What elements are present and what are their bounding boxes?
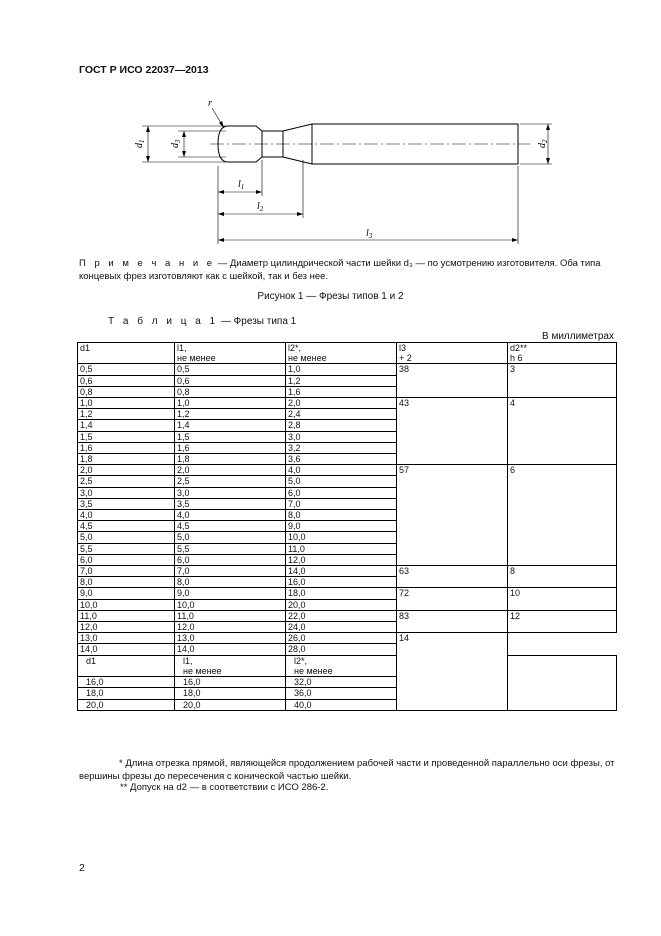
l3-group-cell: 63	[397, 566, 508, 588]
table-cell: 6,0	[286, 487, 397, 498]
table-cell: 4,0	[78, 510, 175, 521]
table-cell: 2,0	[78, 465, 175, 476]
table-cell: 20,0	[78, 699, 175, 710]
table-cell: 12,0	[175, 622, 286, 633]
table-cell: 20,0	[175, 699, 286, 710]
table-cell: 0,5	[78, 364, 175, 375]
table-cell: 1,4	[78, 420, 175, 431]
table-cell: 1,0	[286, 364, 397, 375]
table-cell: 18,0	[78, 688, 175, 699]
table-cell: 28,0	[286, 644, 397, 655]
table-cell: 4,0	[286, 465, 397, 476]
table-cell: 14,0	[286, 566, 397, 577]
table-cell: 11,0	[175, 610, 286, 621]
figure-note	[79, 257, 616, 283]
l3-label: l	[366, 228, 369, 239]
table-cell: 3,6	[286, 454, 397, 465]
table-cell: 0,8	[175, 386, 286, 397]
table-cell: 3,0	[78, 487, 175, 498]
note-prefix: П р и м е ч а н и е	[79, 258, 216, 269]
subheader-l2	[286, 655, 397, 676]
svg-text:l3	[366, 228, 373, 240]
l3-group-cell: 72	[397, 588, 508, 610]
table-row	[78, 633, 617, 644]
table-cell: 18,0	[286, 588, 397, 599]
table-cell: 0,8	[78, 386, 175, 397]
table-cell: 14,0	[78, 644, 175, 655]
table-cell: 9,0	[78, 588, 175, 599]
table-cell: 1,6	[78, 442, 175, 453]
units-note: В миллиметрах	[542, 331, 614, 342]
table-cell: 9,0	[286, 521, 397, 532]
mill-dimensions-table	[77, 342, 617, 711]
page-number: 2	[79, 862, 85, 874]
table-cell: 32,0	[286, 677, 397, 688]
table-cell: 24,0	[286, 622, 397, 633]
d2-group-cell: 8	[508, 566, 617, 588]
d2-group-cell: 12	[508, 610, 617, 632]
l3-group-cell: 38	[397, 364, 508, 398]
d2-group-cell: 6	[508, 465, 617, 566]
l2-label: l	[257, 201, 260, 212]
table-cell: 1,4	[175, 420, 286, 431]
table-cell: 2,0	[175, 465, 286, 476]
table-cell: 1,2	[78, 409, 175, 420]
table-cell: 10,0	[78, 599, 175, 610]
table-cell: 16,0	[175, 677, 286, 688]
table-cell: 36,0	[286, 688, 397, 699]
table-cell: 16,0	[286, 577, 397, 588]
table-row	[78, 566, 617, 577]
d2-group-cell: 4	[508, 398, 617, 465]
subheader-l2-line1: l2*,	[294, 655, 308, 666]
header-l2-line2: не менее	[288, 353, 327, 364]
table-cell: 6,0	[78, 554, 175, 565]
subheader-l1-line1: l1,	[183, 655, 193, 666]
table-cell: 3,5	[78, 498, 175, 509]
table-cell: 3,0	[286, 431, 397, 442]
table-cell: 0,6	[78, 375, 175, 386]
l3-sub: 3	[368, 232, 373, 240]
table-cell: 13,0	[175, 633, 286, 644]
table-cell: 2,8	[286, 420, 397, 431]
table-cell: 2,0	[286, 398, 397, 409]
table-cell: 5,0	[78, 532, 175, 543]
table-cell: 8,0	[286, 510, 397, 521]
table-cell: 22,0	[286, 610, 397, 621]
d2-group-cell: 10	[508, 588, 617, 610]
table-row	[78, 644, 617, 655]
header-l3-line1: l3	[399, 343, 407, 353]
table-cell: 5,0	[286, 476, 397, 487]
table-title-text: — Фрезы типа 1	[218, 316, 297, 327]
table-row	[78, 465, 617, 476]
table-cell: 7,0	[175, 566, 286, 577]
table-cell: 7,0	[286, 498, 397, 509]
table-header-row	[78, 343, 617, 364]
table-row	[78, 610, 617, 621]
header-l1-line2: не менее	[177, 353, 216, 364]
l1-sub: 1	[240, 183, 245, 191]
header-l2	[286, 343, 397, 364]
svg-text:l2	[257, 201, 264, 213]
d3-sub: 3	[174, 139, 182, 143]
subheader-l1	[175, 655, 286, 676]
table-cell: 11,0	[78, 610, 175, 621]
table-cell: 2,5	[175, 476, 286, 487]
table-cell: 20,0	[286, 599, 397, 610]
header-d2-line2: h 6	[510, 353, 523, 364]
table-cell: 18,0	[175, 688, 286, 699]
table-cell: 10,0	[175, 599, 286, 610]
table-cell: 16,0	[78, 677, 175, 688]
note-text: — Диаметр цилиндрической части шейки d₃ — по усмотрению изготовителя. Оба типа концевых фрез изготовляют как с шейкой, так и без нее.	[79, 258, 601, 282]
table-cell: 9,0	[175, 588, 286, 599]
table-cell: 11,0	[286, 543, 397, 554]
table-cell: 5,5	[78, 543, 175, 554]
end-mill-drawing	[120, 92, 560, 252]
radius-label: r	[208, 98, 212, 109]
table-title-prefix: Т а б л и ц а 1	[108, 316, 219, 327]
table-cell: 8,0	[175, 577, 286, 588]
table-subheader-row	[78, 655, 617, 676]
table-cell: 1,5	[175, 431, 286, 442]
l3-group-cell: 57	[397, 465, 508, 566]
table-cell: 1,0	[175, 398, 286, 409]
header-l3-line2: + 2	[399, 353, 412, 364]
d2-label: d	[537, 143, 548, 148]
table-cell: 1,0	[78, 398, 175, 409]
table-cell: 40,0	[286, 699, 397, 710]
header-d2	[508, 343, 617, 364]
d3-label: d	[170, 143, 181, 148]
d1-label: d	[134, 143, 145, 148]
footnote-1: * Длина отрезка прямой, являющейся продолжением рабочей части и проведенной параллельно оси фрезы, от вершины фрезы до пересечения с конической частью шейки.	[79, 758, 615, 782]
d2-group-cell: 3	[508, 364, 617, 398]
table-cell: 4,5	[78, 521, 175, 532]
table-cell: 3,0	[175, 487, 286, 498]
l2-sub: 2	[259, 205, 264, 213]
table-cell: 26,0	[286, 633, 397, 644]
table-cell: 2,4	[286, 409, 397, 420]
table-cell: 4,0	[175, 510, 286, 521]
table-cell: 1,2	[175, 409, 286, 420]
table-cell: 13,0	[78, 633, 175, 644]
l3-group-cell: 83	[397, 610, 508, 632]
table-cell: 3,2	[286, 442, 397, 453]
table-title	[108, 316, 296, 327]
table-cell: 1,8	[175, 454, 286, 465]
header-l3	[397, 343, 508, 364]
svg-text:d1	[134, 140, 146, 149]
table-cell: 1,8	[78, 454, 175, 465]
figure-caption: Рисунок 1 — Фрезы типов 1 и 2	[257, 291, 404, 302]
table-cell: 4,5	[175, 521, 286, 532]
table-cell: 5,5	[175, 543, 286, 554]
table-row	[78, 364, 617, 375]
l3-group-cell: 43	[397, 398, 508, 465]
table-cell: 1,2	[286, 375, 397, 386]
table-cell: 14,0	[175, 644, 286, 655]
d1-sub: 1	[138, 139, 146, 143]
d2-sub: 2	[541, 139, 549, 143]
header-d1: d1	[78, 343, 175, 364]
table-cell: 1,6	[286, 386, 397, 397]
d2-group-cell: 14	[397, 633, 508, 710]
table-cell: 6,0	[175, 554, 286, 565]
subheader-d1: d1	[78, 655, 175, 676]
table-cell: 2,5	[78, 476, 175, 487]
header-l1	[175, 343, 286, 364]
header-l1-line1: l1,	[177, 343, 187, 353]
header-l2-line1: l2*,	[288, 343, 302, 353]
svg-text:d3	[170, 139, 182, 148]
table-cell: 3,5	[175, 498, 286, 509]
table-cell: 12,0	[78, 622, 175, 633]
subheader-l2-line2: не менее	[294, 665, 333, 676]
table-cell: 8,0	[78, 577, 175, 588]
table-cell: 10,0	[286, 532, 397, 543]
table-row	[78, 398, 617, 409]
table-cell: 5,0	[175, 532, 286, 543]
table-cell: 0,6	[175, 375, 286, 386]
document-header: ГОСТ Р ИСО 22037—2013	[79, 64, 209, 76]
svg-text:l1	[238, 179, 244, 191]
table-cell: 0,5	[175, 364, 286, 375]
table-row	[78, 588, 617, 599]
svg-text:d2	[537, 139, 549, 148]
empty-l3-cell	[508, 655, 617, 710]
table-cell: 12,0	[286, 554, 397, 565]
l1-label: l	[238, 179, 241, 190]
table-cell: 1,5	[78, 431, 175, 442]
footnote-2: ** Допуск на d2 — в соответствии с ИСО 286-2.	[120, 782, 329, 793]
header-d2-line1: d2**	[510, 343, 528, 353]
subheader-l1-line2: не менее	[183, 665, 222, 676]
table-cell: 1,6	[175, 442, 286, 453]
table-cell: 7,0	[78, 566, 175, 577]
